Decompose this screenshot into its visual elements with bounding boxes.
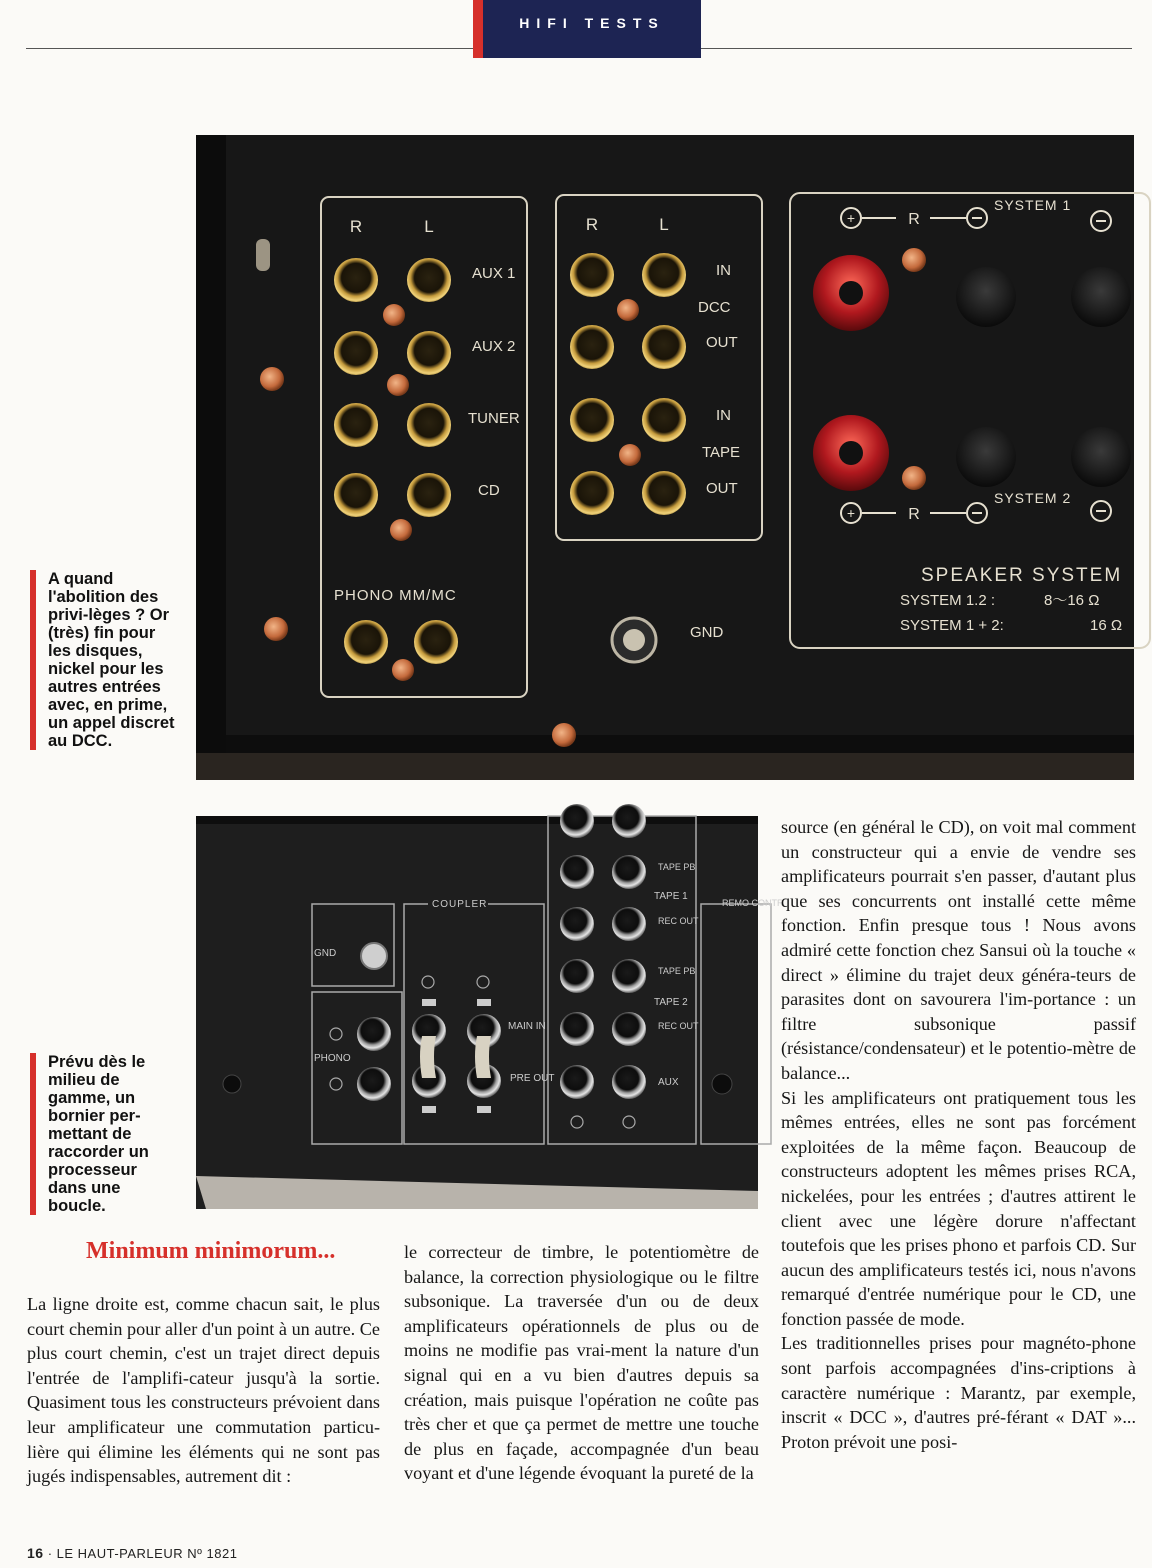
screw [387,374,409,396]
paragraph: Les traditionnelles prises pour magnéto-phone sont parfois accompagnées d'ins-criptions à caractère numérique : Marantz, par exemple, inscrit « DCC », d'autres pré-férant « DAT »... Proton prévoit une posi- [781,1333,1136,1452]
rca-jack [560,1012,594,1046]
label-tape-pb: TAPE PB [658,966,696,976]
rca-jack [642,253,686,297]
rca-jack [642,398,686,442]
jumper-bridge [420,1036,436,1078]
screw [260,367,284,391]
label-l: L [659,215,669,234]
speaker-binding-post-black [1071,427,1131,487]
rca-jack [344,620,388,664]
label-r: R [585,215,599,234]
page-footer: 16 · LE HAUT-PARLEUR Nº 1821 [27,1545,238,1561]
panel-latch [256,239,270,271]
paragraph: La ligne droite est, comme chacun sait, le plus court chemin pour aller d'un point à un autre. Ce plus court chemin, c'est un trajet direct depuis l'entrée de l'amplifi-cateur jusqu'à la sortie. Quasiment tous les constructeurs prévoient dans leur amplificateur une commutation particu-lière qui élimine les éléments qui ne sont pas jugés indispensables, autrement dit : [27,1294,380,1487]
paragraph: Si les amplificateurs ont pratiquement tous les mêmes entrées, elles ne sont pas forcément exploitées de la même façon. Beaucoup de constructeurs adoptent les mêmes prises RCA, nickelées, pour les entrées ; d'autres attirent le client avec une légère dorure n'affectant toutefois que les prises phono et parfois CD. Sur aucun des amplificateurs testés ici, nous n'avons remarqué d'entrée numérique pour le CD, une fonction passée de mode. [781,1087,1136,1329]
rca-jack [407,403,451,447]
label-coupler: COUPLER [432,899,488,910]
rca-jack [612,959,646,993]
system12-value: 8～16 Ω [1044,592,1100,609]
label-aux: AUX [658,1077,679,1088]
section-header-tab [473,0,701,58]
label-dcc: DCC [698,299,731,316]
rca-jack [570,471,614,515]
label-r: R [349,217,363,236]
rear-panel-photo-inputs [196,135,1134,780]
rca-jack [642,325,686,369]
label-out: OUT [706,334,738,351]
speaker-binding-post-black [1071,267,1131,327]
rca-jack [560,804,594,838]
rca-jack [560,1065,594,1099]
publication-name: LE HAUT-PARLEUR [56,1546,184,1561]
screw [552,723,576,747]
screw [902,248,926,272]
label-rec-out: REC OUT [658,916,699,926]
rca-jack [612,804,646,838]
rca-jack [642,471,686,515]
paragraph: source (en général le CD), on voit mal comment un constructeur qui a envie de vendre ses amplificateurs pourrait s'en passer, d'autant plus que ses concurrents ont installé cette même fonction. Enfin presque tous ! Nous avons admiré cette fonction chez Sansui où la touche « direct » élimine du trajet deux généra-teurs de parasites dont on savourera l'im-portance : un filtre subsonique passif (résistance/condensateur) et le potentio-mètre de balance... [781,817,1136,1083]
label-pre-out: PRE OUT [510,1073,555,1084]
label-aux2: AUX 2 [472,338,516,355]
header-accent-bar [473,0,483,58]
rca-jack [612,1012,646,1046]
speaker-system-title: SPEAKER SYSTEM [921,565,1123,586]
jumper-bridge [475,1036,491,1078]
gnd-screw [361,943,387,969]
label-main-in: MAIN IN [508,1021,546,1032]
label-tape: TAPE [702,444,741,461]
label-r: R [908,506,920,523]
label-rec-out: REC OUT [658,1021,699,1031]
text-column-3 [781,815,1136,1454]
screw [619,444,641,466]
svg-text:+: + [846,505,856,521]
label-remote: REMO CONTR [722,898,784,908]
rca-jack [612,1065,646,1099]
svg-text:+: + [846,210,856,226]
page-number: 16 [27,1545,44,1561]
rca-jack [357,1067,391,1101]
label-tape-pb: TAPE PB [658,862,696,872]
rca-jack [560,907,594,941]
screw [223,1075,241,1093]
rca-jack [334,403,378,447]
label-tape-1: TAPE 1 [654,891,688,902]
rear-panel-photo-coupler [196,816,784,1209]
gnd-screw [623,629,645,651]
label-phono: PHONO MM/MC [334,587,457,604]
photo-caption-1: A quand l'abolition des privi-lèges ? Or (très) fin pour les disques, nickel pour les autres entrées avec, en prime, un appel discret au DCC. [30,570,180,750]
speaker-binding-post-black [956,427,1016,487]
rca-jack [357,1017,391,1051]
paragraph: le correcteur de timbre, le potentiomètre de balance, la correction physiologique ou le filtre subsonique. La traversée d'un ou de deux amplificateurs opérationnels de plus ou de moins ne modifie pas vrai-ment la nature d'un signal qui en a vu bien d'autres depuis sa création, mais puisque l'opération ne coûte pas très cher et que ça permet de mettre une touche de plus en façade, accompagnée d'un beau voyant et d'une légende évoquant la pureté de la [404,1242,759,1484]
speaker-binding-post-black [956,267,1016,327]
label-in: IN [716,262,731,279]
label-tape-2: TAPE 2 [654,997,688,1008]
screw [383,304,405,326]
label-system1: SYSTEM 1 [994,197,1072,213]
text-column-2 [404,1240,759,1486]
label-system2: SYSTEM 2 [994,490,1072,506]
label-gnd: GND [690,624,724,641]
label-cd: CD [478,482,500,499]
screw [264,617,288,641]
rca-jack [570,325,614,369]
rca-jack [612,907,646,941]
rca-jack [334,258,378,302]
label-aux1: AUX 1 [472,265,516,282]
text-column-1 [27,1292,380,1489]
section-label: HIFI TESTS [483,0,701,58]
rca-jack [570,398,614,442]
rca-jack [407,331,451,375]
label-r: R [908,211,920,228]
label-l: L [424,217,434,236]
rca-jack [414,620,458,664]
photo-caption-2: Prévu dès le milieu de gamme, un bornier per-mettant de raccorder un processeur dans une boucle. [30,1053,180,1215]
section-heading: Minimum minimorum... [86,1238,336,1264]
system1plus2-label: SYSTEM 1 + 2: [900,617,1004,634]
rca-jack [612,855,646,889]
label-out: OUT [706,480,738,497]
rca-jack [334,473,378,517]
rca-jack [560,959,594,993]
label-in: IN [716,407,731,424]
screw [392,659,414,681]
rca-jack [570,253,614,297]
screw [902,466,926,490]
system12-label: SYSTEM 1.2 : [900,592,996,609]
screw [617,299,639,321]
label-gnd: GND [314,948,337,959]
rca-jack [334,331,378,375]
rca-jack [407,473,451,517]
label-phono: PHONO [314,1053,351,1064]
rca-jack [560,855,594,889]
system1plus2-value: 16 Ω [1090,617,1123,634]
rca-jack [407,258,451,302]
screw [390,519,412,541]
label-tuner: TUNER [468,410,520,427]
issue-number: Nº 1821 [187,1546,238,1561]
